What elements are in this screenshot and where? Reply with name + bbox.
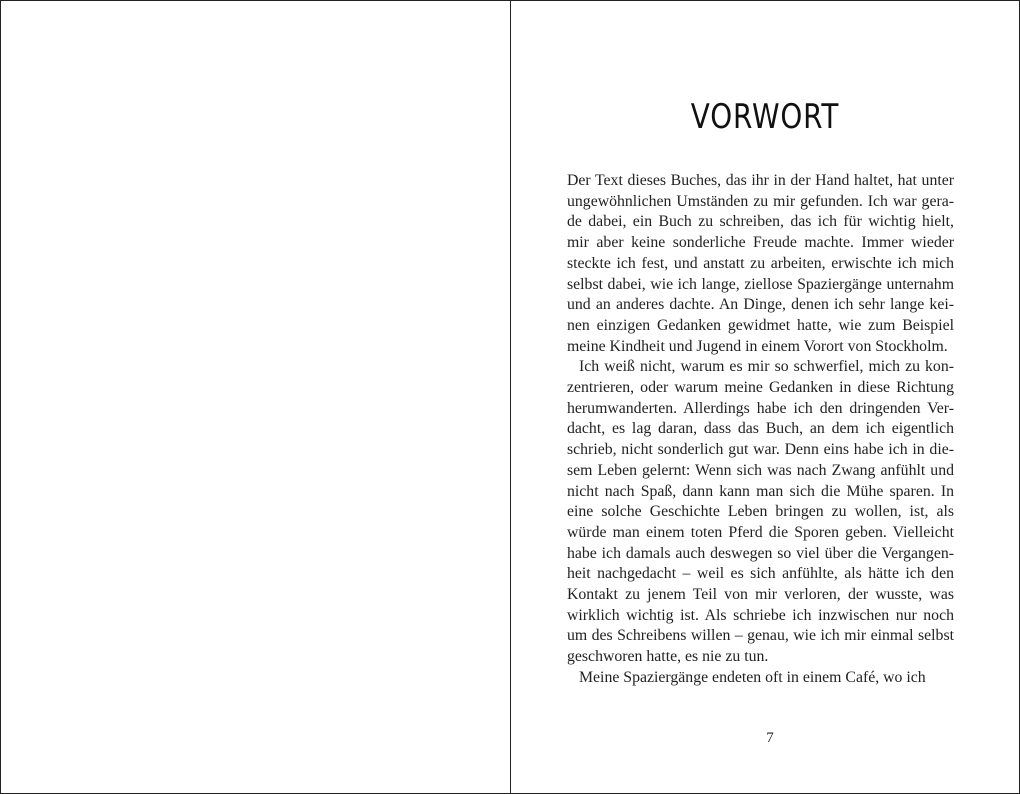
- text-line: Der Text dieses Buches, das ihr in der Hand haltet, hat unter: [567, 172, 954, 189]
- text-line: herumwanderten. Allerdings habe ich den dringenden Ver-: [567, 399, 954, 417]
- paragraph: [567, 357, 954, 668]
- text-line: selbst dabei, wie ich lange, ziellose Spaziergänge unternahm: [567, 275, 954, 293]
- text-line: de dabei, ein Buch zu schreiben, das ich für wichtig hielt,: [567, 213, 954, 231]
- text-line: zentrieren, oder warum meine Gedanken in diese Richtung: [567, 379, 954, 397]
- text-line: heit nachgedacht – weil es sich anfühlte, als hätte ich den: [567, 565, 954, 583]
- text-line: Kontakt zu jenem Teil von mir verloren, der wusste, was: [567, 586, 954, 604]
- text-line: geschworen hatte, es nie zu tun.: [567, 648, 769, 666]
- text-line: habe ich damals auch deswegen so viel über die Vergangen-: [567, 544, 954, 562]
- text-line: nen einzigen Gedanken gewidmet hatte, wie zum Beispiel: [567, 316, 954, 334]
- text-line: steckte ich fest, und anstatt zu arbeiten, erwischte ich mich: [567, 254, 954, 272]
- left-page-blank: [1, 1, 511, 793]
- page-number: 7: [766, 730, 774, 746]
- body-text: [567, 171, 954, 689]
- right-page: [511, 1, 1019, 793]
- text-line: Meine Spaziergänge endeten oft in einem Café, wo ich: [579, 668, 926, 686]
- text-line: würde man einem toten Pferd die Sporen geben. Vielleicht: [567, 523, 954, 541]
- text-line: meine Kindheit und Jugend in einem Vorort von Stockholm.: [567, 337, 948, 355]
- text-line: eine solche Geschichte Leben bringen zu wollen, ist, als: [567, 503, 954, 521]
- text-line: sem Leben gelernt: Wenn sich was nach Zwang anfühlt und: [567, 461, 954, 479]
- paragraph: [567, 171, 954, 357]
- text-line: Ich weiß nicht, warum es mir so schwerfiel, mich zu kon-: [579, 358, 954, 376]
- text-line: wirklich wichtig ist. Als schriebe ich inzwischen nur noch: [567, 606, 954, 624]
- text-line: um des Schreibens willen – genau, wie ich mir einmal selbst: [567, 627, 954, 645]
- paragraph: [567, 668, 954, 689]
- text-line: nicht nach Spaß, dann kann man sich die Mühe sparen. In: [567, 482, 954, 500]
- text-line: ungewöhnlichen Umständen zu mir gefunden. Ich war gera-: [567, 192, 954, 210]
- chapter-title: VORWORT: [690, 97, 840, 137]
- text-line: schrieb, nicht sonderlich gut war. Denn eins habe ich in die-: [567, 441, 954, 459]
- text-line: dacht, es lag daran, dass das Buch, an dem ich eigentlich: [567, 420, 954, 438]
- text-line: mir aber keine sonderliche Freude machte. Immer wieder: [567, 234, 954, 252]
- text-line: und an anderes dachte. An Dinge, denen ich sehr lange kei-: [567, 296, 954, 314]
